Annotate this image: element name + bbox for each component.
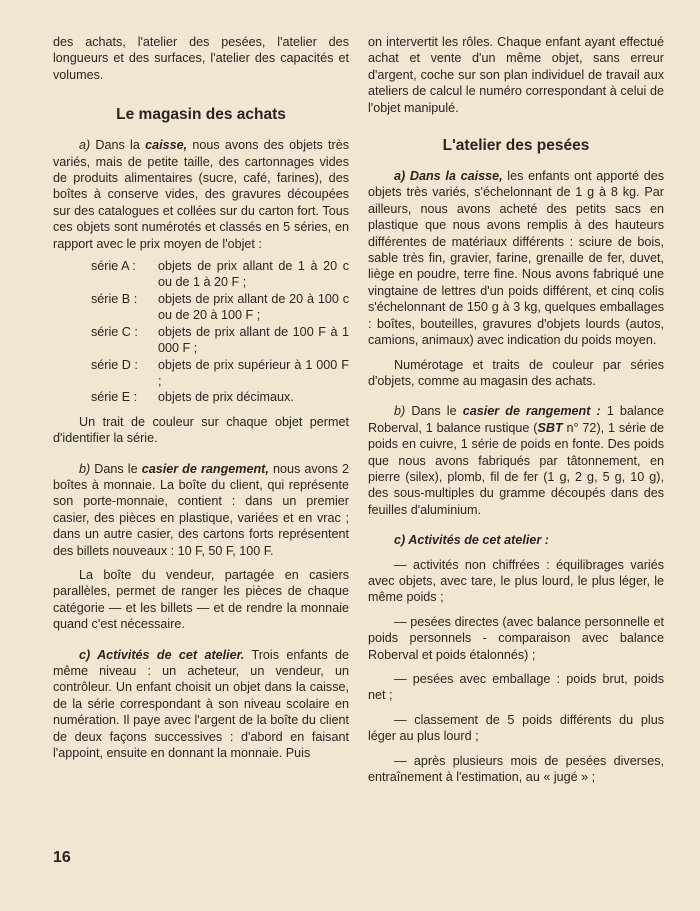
series-item [91, 357, 349, 390]
label-b: b) [79, 461, 91, 476]
paragraph-b-casier-pesees [368, 403, 664, 518]
b-text: nous avons 2 boîtes à monnaie. La boîte du client, qui représente son porte-monnaie, contient : dans un premier casier, des pièces en plastique, variées et en vrac ; dans un autre casier, des cartons forts représentent des billets nouveaux : 10 F, 50 F, 100 F. [53, 461, 350, 558]
series-item [91, 258, 349, 291]
paragraph-a-caisse-pesees [368, 168, 664, 348]
a-text: nous avons des objets très variés, mais de petite taille, des cartonnages vides de produits alimentaires (sucre, café, farines), des boîtes à conserve vides, des gravures découpées sur des catalogues et collées sur du carton fort. Tous ces objets sont numérotés et classés en 5 séries, en rapport avec le prix moyen de l'objet : [53, 138, 349, 251]
series-key: série D : [91, 357, 138, 372]
continued-paragraph: on intervertit les rôles. Chaque enfant ayant effectué achat et vente d'un même objet, sans erreur d'argent, coche sur son plan individuel de travail aux ateliers de calcul le numéro correspondant à celui de l'objet manipulé. [368, 35, 664, 115]
activity-item: — après plusieurs mois de pesées diverses, entraînement à l'estimation, au « jugé » ; [368, 753, 664, 785]
series-list [91, 258, 349, 406]
term-sbt: SBT [537, 420, 563, 435]
paragraph-c-activites [53, 647, 349, 762]
intro-paragraph: des achats, l'atelier des pesées, l'atelier des longueurs et des surfaces, l'atelier des capacités et volumes. [53, 35, 349, 82]
activity-item: — activités non chiffrées : équilibrages variés avec objets, avec tare, le plus lourd, le plus léger, le même poids ; [368, 557, 664, 605]
series-value: objets de prix allant de 20 à 100 c ou de 20 à 100 F ; [158, 291, 349, 323]
series-key: série A : [91, 259, 136, 274]
series-key: série E : [91, 390, 138, 405]
series-key: série B : [91, 291, 138, 306]
paragraph-boite-vendeur: La boîte du vendeur, partagée en casiers parallèles, permet de ranger les pièces de chaque catégorie — et les billets — et de rendre la monnaie quand c'est nécessaire. [53, 567, 349, 632]
series-item [91, 389, 349, 405]
b-text-part2: n° 72), 1 série de poids en cuivre, 1 série de poids en fonte. Des poids que nous avons fabriqués par tâtonnement, en pierre (silex), plomb, fil de fer (1 g, 2 g, 5 g, 10 g), des sous-multiples du gramme découpés dans des feuilles d'aluminium. [368, 420, 665, 517]
paragraph-b-casier [53, 461, 349, 559]
heading-magasin-des-achats: Le magasin des achats [116, 106, 286, 124]
series-value: objets de prix allant de 100 F à 1 000 F ; [158, 324, 349, 356]
paragraph-trait-couleur: Un trait de couleur sur chaque objet permet d'identifier la série. [53, 414, 349, 446]
c-label-text: c) Activités de cet atelier : [394, 533, 549, 548]
paragraph-a-caisse [53, 137, 349, 252]
series-value: objets de prix décimaux. [158, 390, 294, 405]
b-prefix: Dans le [94, 461, 138, 476]
activity-item: — pesées directes (avec balance personnelle et poids personnels - comparaison avec balance Roberval et poids étalonnés) ; [368, 614, 664, 662]
label-a-caisse: a) Dans la caisse, [394, 169, 503, 184]
heading-atelier-des-pesees: L'atelier des pesées [442, 137, 590, 155]
term-caisse: caisse, [145, 138, 188, 153]
page-number: 16 [53, 849, 71, 866]
activity-item: — pesées avec emballage : poids brut, poids net ; [368, 672, 664, 703]
term-casier-de-rangement: casier de rangement, [141, 461, 269, 476]
series-item [91, 324, 349, 357]
label-c-activites: c) Activités de cet atelier. [79, 647, 245, 662]
series-item [91, 291, 349, 324]
b-text-part1: 1 balance Roberval, 1 balance rustique ( [368, 404, 665, 435]
a-prefix: Dans la [95, 138, 140, 153]
series-value: objets de prix allant de 1 à 20 c ou de 1 à 20 F ; [158, 259, 349, 290]
left-column [53, 34, 349, 761]
series-key: série C : [91, 324, 138, 339]
label-c-activites [368, 532, 664, 548]
series-value: objets de prix supérieur à 1 000 F ; [158, 357, 349, 388]
term-casier-de-rangement: casier de rangement : [462, 404, 601, 419]
a-text: les enfants ont apporté des objets très variés, s'échelonnant de 1 g à 8 kg. Par ailleurs, nous avons acheté des petits sacs en plastique que nous avons remplis à des hauteurs différentes de matériaux différents : sciure de bois, sable très fin, gravier, farine, grenaille de fer, duvet, liège en poudre, terre fine. Nous avons fabriqué une vingtaine de lettres d'un poids différent, et cinq colis s'échelonnant de 150 g à 3 kg, quelques emballages : boîtes, bouteilles, gravures d'objets lourds (autos, camions, animaux) avec indication du poids moyen. [368, 169, 665, 348]
activity-item: — classement de 5 poids différents du plus léger au plus lourd ; [368, 712, 664, 744]
c-text: Trois enfants de même niveau : un acheteur, un vendeur, un contrôleur. Un enfant choisit un objet dans la caisse, de la série correspondant à son niveau scolaire en numération. Il paye avec l'argent de la boîte du client de deux façons successives : d'abord en faisant l'appoint, ensuite en donnant la monnaie. Puis [53, 647, 349, 761]
b-prefix: Dans le [411, 404, 457, 419]
paragraph-numerotage: Numérotage et traits de couleur par séries d'objets, comme au magasin des achats. [368, 357, 664, 388]
label-a: a) [79, 138, 91, 153]
right-column [368, 34, 664, 785]
label-b: b) [394, 404, 406, 419]
